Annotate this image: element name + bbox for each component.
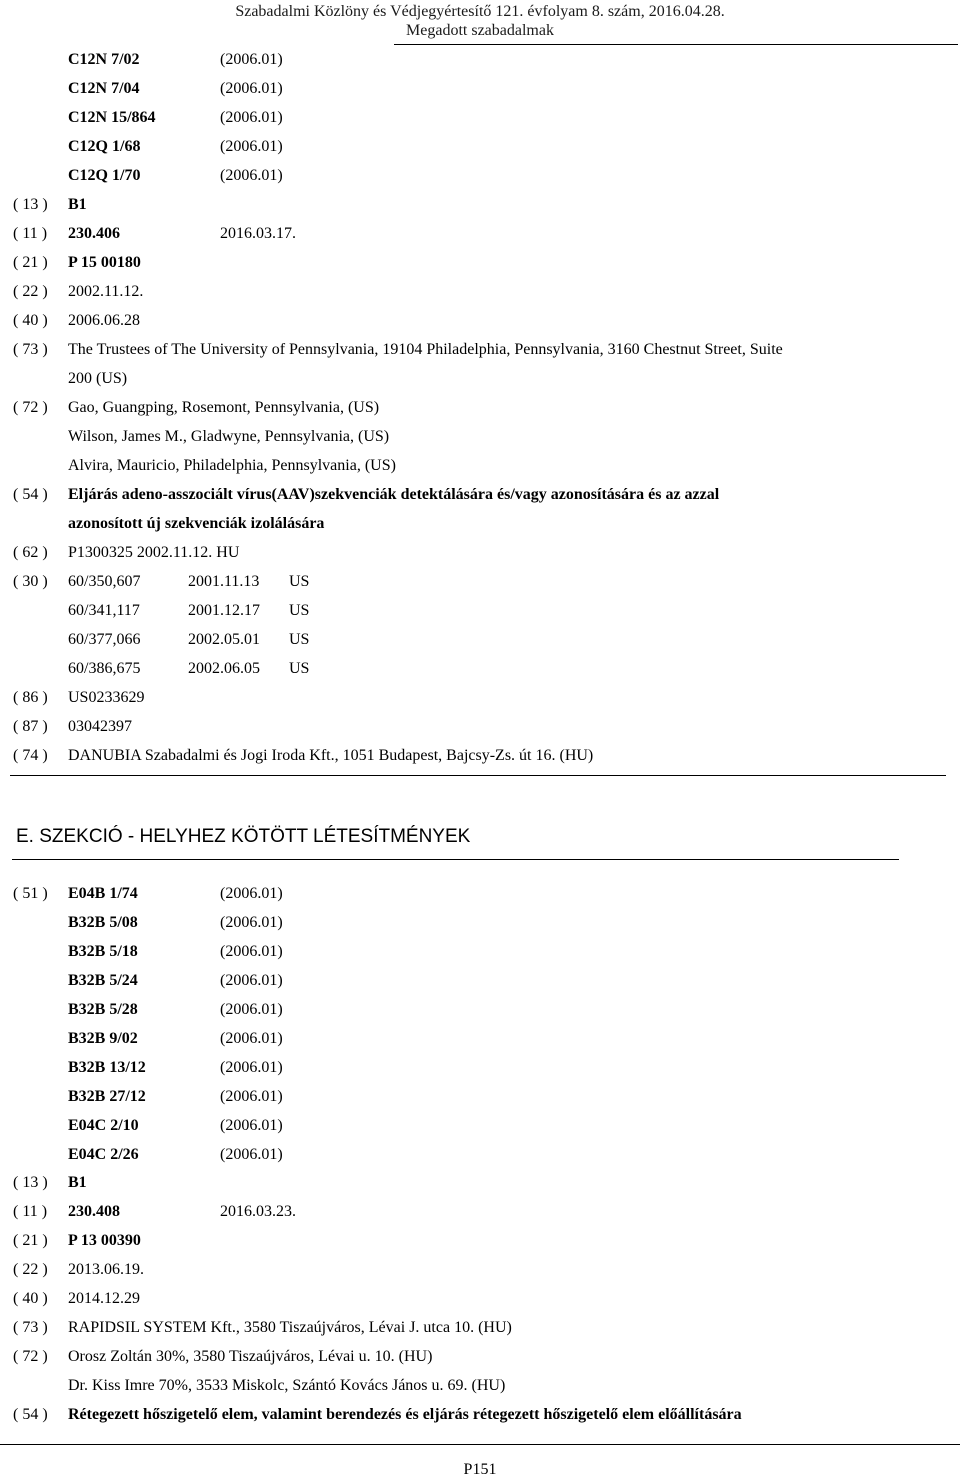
section-name: Megadott szabadalmak: [406, 22, 554, 39]
inventor: Alvira, Mauricio, Philadelphia, Pennsylvania, (US): [68, 457, 396, 474]
inventor: Gao, Guangping, Rosemont, Pennsylvania, (US): [68, 399, 380, 416]
ipc-code: C12N 15/864: [68, 109, 156, 126]
priority-date: 2002.06.05: [188, 660, 260, 677]
ipc-code: B32B 27/12: [68, 1088, 146, 1105]
priority-date: 2001.11.13: [188, 573, 260, 590]
kind-code: B1: [68, 196, 87, 213]
ipc-code: B32B 5/24: [68, 972, 138, 989]
ipc-version: (2006.01): [220, 1088, 283, 1105]
proprietor: The Trustees of The University of Pennsylvania, 19104 Philadelphia, Pennsylvania, 3160 Chestnut Street, Suite: [68, 341, 783, 358]
ipc-version: (2006.01): [220, 885, 283, 902]
ipc-code: B32B 5/28: [68, 1001, 138, 1018]
ipc-version: (2006.01): [220, 914, 283, 931]
entry-separator: [10, 775, 946, 776]
priority-number: 60/350,607: [68, 573, 141, 590]
proprietor: RAPIDSIL SYSTEM Kft., 3580 Tiszaújváros, Lévai J. utca 10. (HU): [68, 1319, 512, 1336]
representative: DANUBIA Szabadalmi és Jogi Iroda Kft., 1051 Budapest, Bajcsy-Zs. út 16. (HU): [68, 747, 594, 764]
priority-country: US: [289, 602, 310, 619]
publication-date: 2006.06.28: [68, 312, 140, 329]
ipc-version: (2006.01): [220, 138, 283, 155]
priority-country: US: [289, 631, 310, 648]
ipc-code: C12N 7/04: [68, 80, 140, 97]
page-number: P151: [463, 1461, 497, 1478]
grant-date: 2016.03.17.: [220, 225, 296, 242]
journal-title: Szabadalmi Közlöny és Védjegyértesítő 121. évfolyam 8. szám, 2016.04.28.: [235, 3, 725, 20]
inventor: Orosz Zoltán 30%, 3580 Tiszaújváros, Lévai u. 10. (HU): [68, 1348, 433, 1365]
section-title: E. SZEKCIÓ - HELYHEZ KÖTÖTT LÉTESÍTMÉNYEK: [16, 826, 471, 847]
publication-date: 2014.12.29: [68, 1290, 140, 1307]
priority-country: US: [289, 573, 310, 590]
invention-title: Eljárás adeno-asszociált vírus(AAV)szekvenciák detektálására és/vagy azonosítására és az azzal: [68, 486, 720, 503]
ipc-code: E04C 2/26: [68, 1146, 139, 1163]
ipc-code: B32B 5/18: [68, 943, 138, 960]
ipc-version: (2006.01): [220, 80, 283, 97]
invention-title: Rétegezett hőszigetelő elem, valamint berendezés és eljárás rétegezett hőszigetelő elem előállítására: [68, 1406, 742, 1423]
ipc-code: E04B 1/74: [68, 885, 138, 902]
ipc-version: (2006.01): [220, 943, 283, 960]
filing-date: 2002.11.12.: [68, 283, 144, 300]
priority-date: 2002.05.01: [188, 631, 260, 648]
page-header: [200, 2, 760, 40]
ipc-version: (2006.01): [220, 1001, 283, 1018]
ipc-version: (2006.01): [220, 1059, 283, 1076]
ipc-code: C12N 7/02: [68, 51, 140, 68]
priority-number: 60/386,675: [68, 660, 141, 677]
grant-date: 2016.03.23.: [220, 1203, 296, 1220]
inventor: Wilson, James M., Gladwyne, Pennsylvania, (US): [68, 428, 390, 445]
application-number: P 15 00180: [68, 254, 141, 271]
ipc-code: B32B 13/12: [68, 1059, 146, 1076]
filing-date: 2013.06.19.: [68, 1261, 144, 1278]
divisional-parent: P1300325 2002.11.12. HU: [68, 544, 240, 561]
priority-date: 2001.12.17: [188, 602, 260, 619]
kind-code: B1: [68, 1174, 87, 1191]
priority-country: US: [289, 660, 310, 677]
priority-number: 60/377,066: [68, 631, 141, 648]
ipc-code: C12Q 1/70: [68, 167, 141, 184]
ipc-version: (2006.01): [220, 109, 283, 126]
application-number: P 13 00390: [68, 1232, 141, 1249]
ipc-code: E04C 2/10: [68, 1117, 139, 1134]
patent-number: 230.406: [68, 225, 120, 242]
ipc-code: B32B 5/08: [68, 914, 138, 931]
ipc-version: (2006.01): [220, 51, 283, 68]
ipc-version: (2006.01): [220, 972, 283, 989]
priority-number: 60/341,117: [68, 602, 140, 619]
ipc-version: (2006.01): [220, 1146, 283, 1163]
ipc-version: (2006.01): [220, 1030, 283, 1047]
inventor: Dr. Kiss Imre 70%, 3533 Miskolc, Szántó Kovács János u. 69. (HU): [68, 1377, 506, 1394]
patent-number: 230.408: [68, 1203, 120, 1220]
header-rule: [394, 44, 958, 45]
pct-publication: 03042397: [68, 718, 132, 735]
ipc-code: C12Q 1/68: [68, 138, 141, 155]
ipc-version: (2006.01): [220, 1117, 283, 1134]
pct-application: US0233629: [68, 689, 145, 706]
section-rule: [12, 859, 899, 860]
ipc-code: B32B 9/02: [68, 1030, 138, 1047]
ipc-version: (2006.01): [220, 167, 283, 184]
footer-rule: [0, 1444, 960, 1445]
